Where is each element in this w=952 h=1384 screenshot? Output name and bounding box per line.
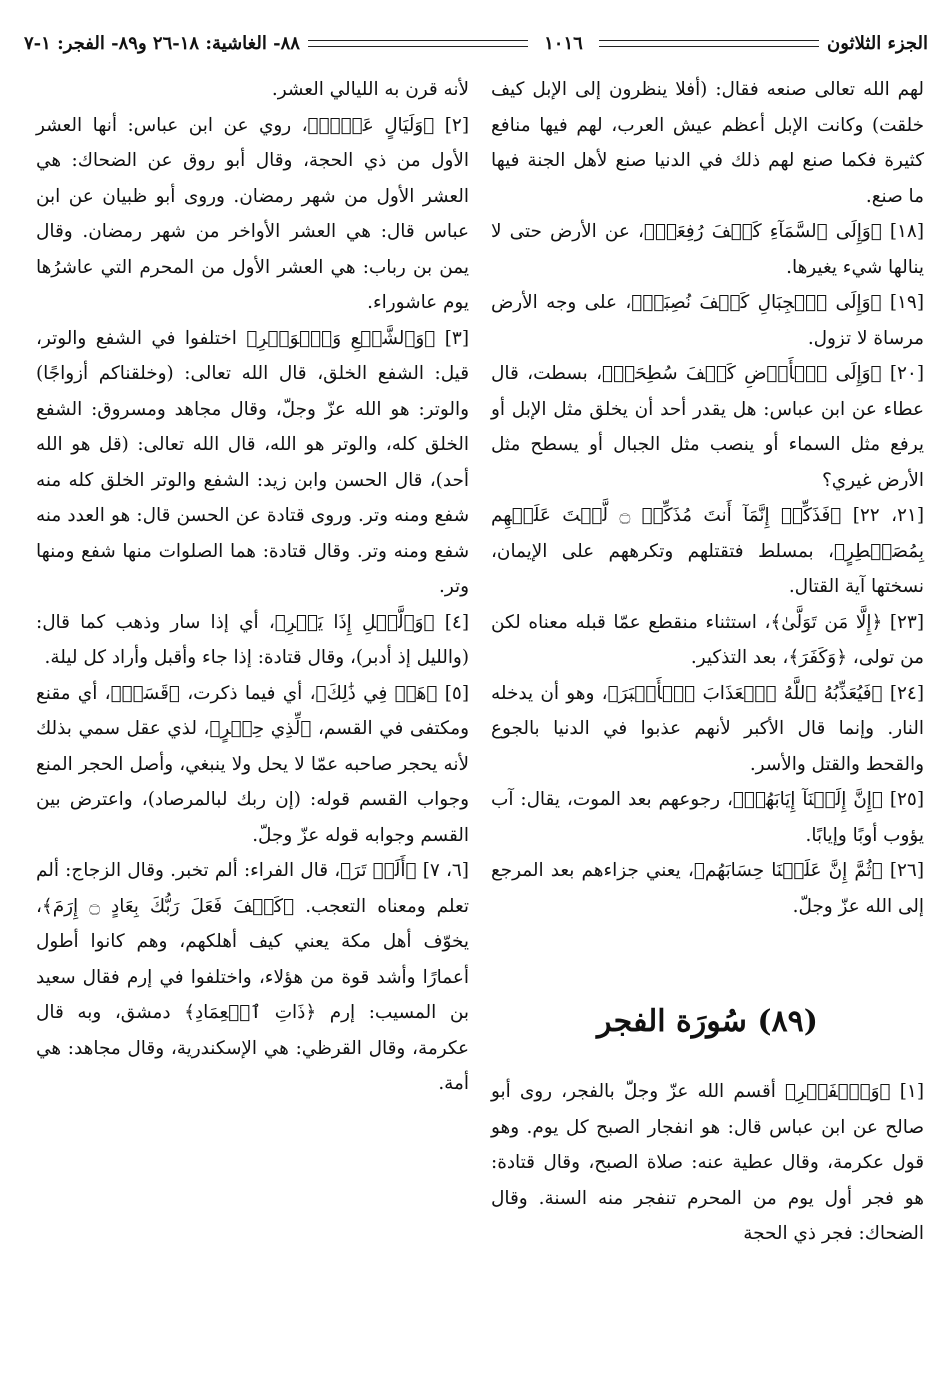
surah-title: (٨٩) سُورَة الفجر	[597, 1004, 818, 1039]
paragraph: [٤] ﴿وَٱلَّيۡلِ إِذَا يَسۡرِ﴾، أي إذا سار وذهب كما قال: (والليل إذ أدبر)، وقال قتادة: إذا جاء وأقبل وأراد كل ليلة.	[36, 611, 469, 668]
page-header	[24, 26, 928, 60]
header-rule-left	[308, 40, 528, 47]
page-number: ١٠١٦	[544, 32, 583, 54]
header-surah-range: ٨٨- الغاشية: ١٨-٢٦ و٨٩- الفجر: ١-٧	[23, 32, 300, 54]
paragraph: [٢٥] ﴿إِنَّ إِلَيۡنَآ إِيَابَهُمۡ﴾، رجوعهم بعد الموت، يقال: آب يؤوب أوبًا وإيابًا.	[491, 789, 924, 846]
paragraph: [٢٠] ﴿وَإِلَى ٱلۡأَرۡضِ كَيۡفَ سُطِحَتۡ﴾، بسطت، قال عطاء عن ابن عباس: هل يقدر أحد أن يخلق مثل الإبل أو يرفع مثل السماء أو ينصب مثل الجبال أو يسطح مثل الأرض غيري؟	[491, 363, 924, 491]
paragraph: [٦، ٧] ﴿أَلَمۡ تَرَ﴾، قال الفراء: ألم تخبر. وقال الزجاج: ألم تعلم ومعناه التعجب. ﴿كَيۡفَ فَعَلَ رَبُّكَ بِعَادٍ ۝ إِرَمَ﴾، يخوّف أهل مكة يعني كيف أهلكهم، وهم كانوا أطول أعمارًا وأشد قوة من هؤلاء، واختلفوا في إرم فقال سعيد بن المسيب: إرم ﴿ذَاتِ ٱلۡعِمَادِ﴾ دمشق، وبه قال عكرمة، وقال القرظي: هي الإسكندرية، وقال مجاهد: هي أمة.	[36, 860, 469, 1094]
paragraph: [١٨] ﴿وَإِلَى ٱلسَّمَآءِ كَيۡفَ رُفِعَتۡ﴾، عن الأرض حتى لا ينالها شيء يغيرها.	[491, 221, 924, 278]
right-column	[491, 72, 924, 1252]
paragraph: [٥] ﴿هَلۡ فِي ذَٰلِكَ﴾، أي فيما ذكرت، ﴿قَسَمٞ﴾، أي مقنع ومكتفى في القسم، ﴿لِّذِي حِجۡرٍ﴾، لذي عقل سمي بذلك لأنه يحجر صاحبه عمّا لا يحل ولا ينبغي، وأصل الحجر المنع وجواب القسم قوله: (إن ربك لبالمرصاد)، واعترض بين القسم وجوابه قوله عزّ وجلّ.	[36, 682, 469, 846]
header-part-title: الجزء الثلاثون	[827, 32, 928, 54]
paragraph: [٢٦] ﴿ثُمَّ إِنَّ عَلَيۡنَا حِسَابَهُم﴾، يعني جزاءهم بعد المرجع إلى الله عزّ وجلّ.	[491, 860, 924, 917]
left-column	[36, 72, 469, 1102]
paragraph: [٣] ﴿وَٱلشَّفۡعِ وَٱلۡوَتۡرِ﴾ اختلفوا في الشفع والوتر، قيل: الشفع الخلق، قال الله تعالى: (وخلقناكم أزواجًا) والوتر: هو الله عزّ وجلّ، وقال مجاهد ومسروق: الشفع الخلق كله، والوتر هو الله، قال الله تعالى: (قل هو الله أحد)، قال الحسن وابن زيد: الشفع والوتر الخلق كله منه شفع ومنه وتر. وروى قتادة عن الحسن قال: هو العدد منه شفع ومنه وتر. وقال قتادة: هما الصلوات منها شفع ومنها وتر.	[36, 327, 469, 597]
paragraph: لأنه قرن به الليالي العشر.	[271, 79, 469, 100]
paragraph: [٢٤] ﴿فَيُعَذِّبُهُ ٱللَّهُ ٱلۡعَذَابَ ٱلۡأَكۡبَرَ﴾، وهو أن يدخله النار. وإنما قال الأكبر لأنهم عذبوا في الدنيا بالجوع والقحط والقتل والأسر.	[491, 682, 924, 775]
header-rule-right	[599, 40, 819, 47]
paragraph: [١] ﴿وَٱلۡفَجۡرِ﴾ أقسم الله عزّ وجلّ بالفجر، روى أبو صالح عن ابن عباس قال: هو انفجار الصبح كل يوم. وهو قول عكرمة، وقال عطية عنه: صلاة الصبح، وقال قتادة: هو فجر أول يوم من المحرم تنفجر منه السنة. وقال الضحاك: فجر ذي الحجة	[491, 1081, 924, 1244]
paragraph: [٢] ﴿وَلَيَالٍ عَشۡرٖ﴾، روي عن ابن عباس: أنها العشر الأول من ذي الحجة، وقال أبو روق عن الضحاك: هي العشر الأول من شهر رمضان. وروى أبو ظبيان عن ابن عباس قال: هي العشر الأواخر من شهر رمضان. وقال يمن بن رباب: هي العشر الأول من المحرم التي عاشرُها يوم عاشوراء.	[36, 114, 469, 313]
paragraph: [٢٣] ﴿إِلَّا مَن تَوَلَّىٰ﴾، استثناء منقطع عمّا قبله معناه لكن من تولى، ﴿وَكَفَرَ﴾، بعد التذكير.	[491, 611, 924, 668]
paragraph: [٢١، ٢٢] ﴿فَذَكِّرۡ إِنَّمَآ أَنتَ مُذَكِّرٞ ۝ لَّسۡتَ عَلَيۡهِم بِمُصَيۡطِرٍ﴾، بمسلط فتقتلهم وتكرههم على الإيمان، نسختها آية القتال.	[491, 505, 924, 597]
paragraph: [١٩] ﴿وَإِلَى ٱلۡجِبَالِ كَيۡفَ نُصِبَتۡ﴾، على وجه الأرض مرساة لا تزول.	[491, 292, 924, 349]
paragraph: لهم الله تعالى صنعه فقال: (أفلا ينظرون إلى الإبل كيف خلقت) وكانت الإبل أعظم عيش العرب، لهم فيها منافع كثيرة فكما صنع لهم ذلك في الدنيا صنع لأهل الجنة فيها ما صنع.	[491, 79, 924, 207]
